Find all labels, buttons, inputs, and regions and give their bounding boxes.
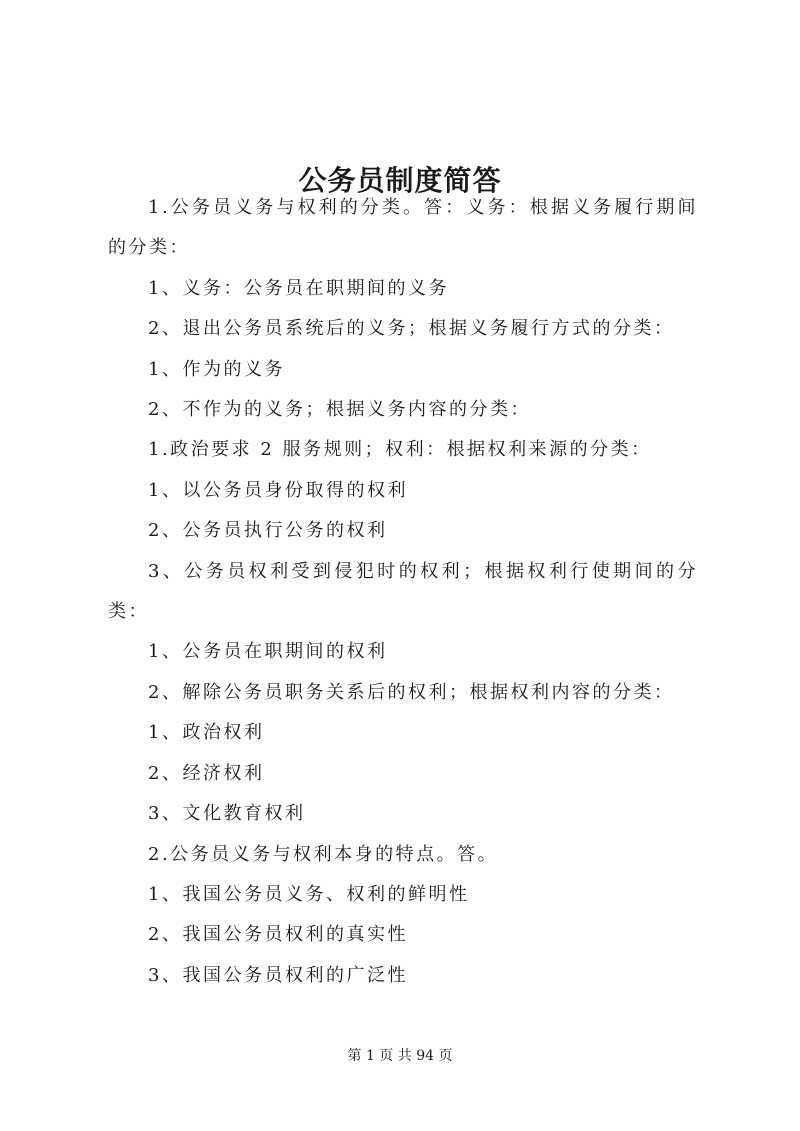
paragraph: 1、政治权利 — [148, 722, 265, 744]
paragraph: 2、经济权利 — [148, 762, 265, 784]
paragraph: 2、解除公务员职务关系后的权利；根据权利内容的分类： — [148, 681, 675, 703]
paragraph: 1、义务：公务员在职期间的义务 — [148, 277, 449, 299]
page-title: 公务员制度简答 — [298, 163, 502, 197]
paragraph: 2、不作为的义务；根据义务内容的分类： — [148, 399, 531, 421]
paragraph: 1、以公务员身份取得的权利 — [148, 479, 408, 501]
paragraph: 3、公务员权利受到侵犯时的权利；根据权利行使期间的分类： — [108, 560, 698, 623]
paragraph: 1、我国公务员义务、权利的鲜明性 — [148, 883, 470, 905]
paragraph: 2、公务员执行公务的权利 — [148, 520, 388, 542]
paragraph: 1、作为的义务 — [148, 358, 285, 380]
paragraph: 3、我国公务员权利的广泛性 — [148, 964, 408, 986]
paragraph: 2、退出公务员系统后的义务；根据义务履行方式的分类： — [148, 318, 675, 340]
paragraph: 2.公务员义务与权利本身的特点。答。 — [148, 843, 499, 865]
paragraph: 1.政治要求 2 服务规则；权利：根据权利来源的分类： — [148, 439, 652, 461]
document-body — [108, 188, 698, 996]
paragraph: 3、文化教育权利 — [148, 803, 306, 825]
page-footer: 第 1 页 共 94 页 — [347, 1048, 453, 1064]
paragraph: 2、我国公务员权利的真实性 — [148, 924, 408, 946]
paragraph: 1、公务员在职期间的权利 — [148, 641, 388, 663]
paragraph: 1.公务员义务与权利的分类。答：义务：根据义务履行期间的分类： — [108, 197, 698, 259]
